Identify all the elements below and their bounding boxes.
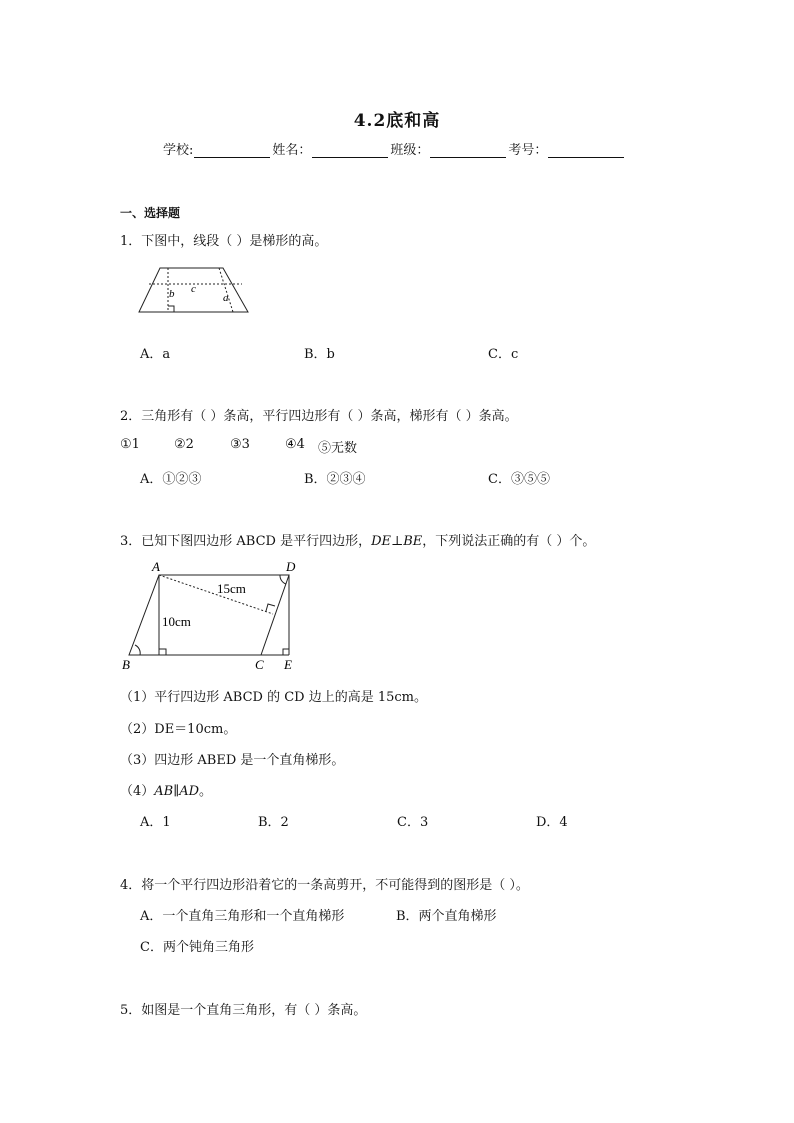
student-info-line [163,139,626,158]
question-4-text: 4．将一个平行四边形沿着它的一条高剪开，不可能得到的图形是（ ）。 [120,878,529,893]
q3-s4-pre: （4） [120,784,155,799]
q1-option-b[interactable]: B．b [304,347,335,362]
q2-choice-1: ①1 [120,437,140,452]
q3-text-pre: 3．已知下图四边形 ABCD 是平行四边形， [120,534,372,549]
vertex-d: D [286,559,296,574]
label-b: b [169,288,175,300]
length-10cm: 10cm [162,614,191,629]
q2-option-c[interactable]: C．③⑤⑤ [488,472,550,487]
q3-text-post: ，下列说法正确的有（ ）个。 [422,534,596,549]
q1-option-c[interactable]: C．c [488,347,519,362]
vertex-b: B [122,657,130,672]
name-blank[interactable] [312,145,388,158]
q3-option-c[interactable]: C．3 [397,815,429,830]
section-title: 一、选择题 [120,206,181,220]
parallelogram-figure [118,558,304,674]
vertex-e: E [284,657,292,672]
vertex-a: A [152,559,160,574]
exam-number-blank[interactable] [548,145,624,158]
q4-option-a[interactable]: A．一个直角三角形和一个直角梯形 [140,909,345,924]
q3-option-a[interactable]: A．1 [140,815,171,830]
class-label: 班级： [390,143,430,158]
q3-s4-math: AB∥AD [154,784,200,799]
class-blank[interactable] [430,145,506,158]
name-label: 姓名： [272,143,312,158]
question-5-text: 5．如图是一个直角三角形，有（ ）条高。 [120,1003,367,1018]
label-c: c [191,283,196,295]
q2-option-a[interactable]: A．①②③ [140,472,202,487]
q2-choice-5: ⑤无数 [318,441,358,456]
question-2-text: 2．三角形有（ ）条高，平行四边形有（ ）条高，梯形有（ ）条高。 [120,409,518,424]
q3-statement-4 [120,780,212,799]
q3-math: DE⊥BE [371,534,423,549]
q3-s4-post: 。 [199,784,213,799]
q3-option-d[interactable]: D．4 [536,815,568,830]
q2-choice-2: ②2 [174,437,194,452]
q2-choice-4: ④4 [285,437,305,452]
vertex-c: C [255,657,264,672]
q1-option-a[interactable]: A．a [140,347,171,362]
q4-option-c[interactable]: C．两个钝角三角形 [140,940,254,955]
question-3-text [120,530,595,549]
school-blank[interactable] [194,145,270,158]
q3-statement-2: （2）DE＝10cm。 [120,722,237,737]
trapezoid-figure [136,262,252,318]
question-1-text: 1．下图中，线段（ ）是梯形的高。 [120,234,328,249]
q2-choice-3: ③3 [230,437,250,452]
q3-option-b[interactable]: B．2 [258,815,289,830]
q3-statement-3: （3）四边形 ABED 是一个直角梯形。 [120,753,345,768]
q4-option-b[interactable]: B．两个直角梯形 [396,909,497,924]
q2-option-b[interactable]: B．②③④ [304,472,366,487]
label-a: a [223,292,229,304]
page-title: 4.2底和高 [353,111,441,131]
length-15cm: 15cm [217,581,246,596]
school-label: 学校: [163,143,194,158]
exam-number-label: 考号： [508,143,548,158]
q3-statement-1: （1）平行四边形 ABCD 的 CD 边上的高是 15cm。 [120,690,428,705]
